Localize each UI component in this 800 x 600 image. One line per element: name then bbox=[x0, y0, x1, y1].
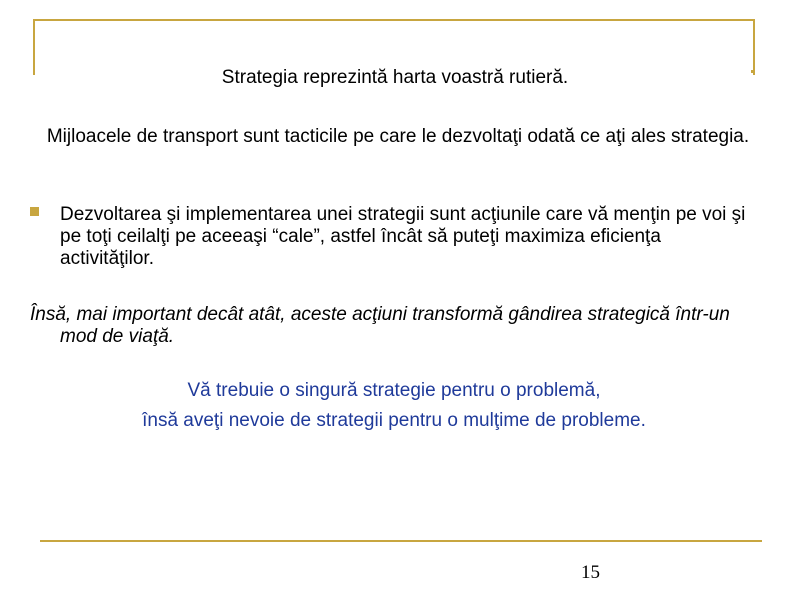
top-border-line bbox=[33, 19, 755, 21]
strategy-line: Strategia reprezintă harta voastră rutieră. bbox=[221, 67, 569, 88]
bullet-paragraph: Dezvoltarea şi implementarea unei strategii sunt acţiunile care vă menţin pe voi şi pe toţi ceilalţi pe aceeaşi “cale”, astfel încât să puteţi maximiza eficienţa activităţilor. bbox=[60, 204, 746, 269]
right-border-line bbox=[753, 19, 755, 75]
blue-line-1: Vă trebuie o singură strategie pentru o problemă, bbox=[187, 380, 601, 401]
tactics-paragraph: Mijloacele de transport sunt tacticile pe care le dezvoltaţi odată ce aţi ales strategia. bbox=[46, 126, 750, 147]
page-number: 15 bbox=[581, 562, 600, 583]
bullet-square-icon bbox=[30, 207, 39, 216]
left-border-line bbox=[33, 19, 35, 75]
bottom-border-line bbox=[40, 540, 762, 542]
italic-paragraph: Însă, mai important decât atât, aceste acţiuni transformă gândirea strategică într-un mod de viaţă. bbox=[30, 304, 730, 347]
blue-line-2: însă aveţi nevoie de strategii pentru o mulţime de probleme. bbox=[142, 410, 646, 431]
corner-dot bbox=[751, 70, 754, 73]
